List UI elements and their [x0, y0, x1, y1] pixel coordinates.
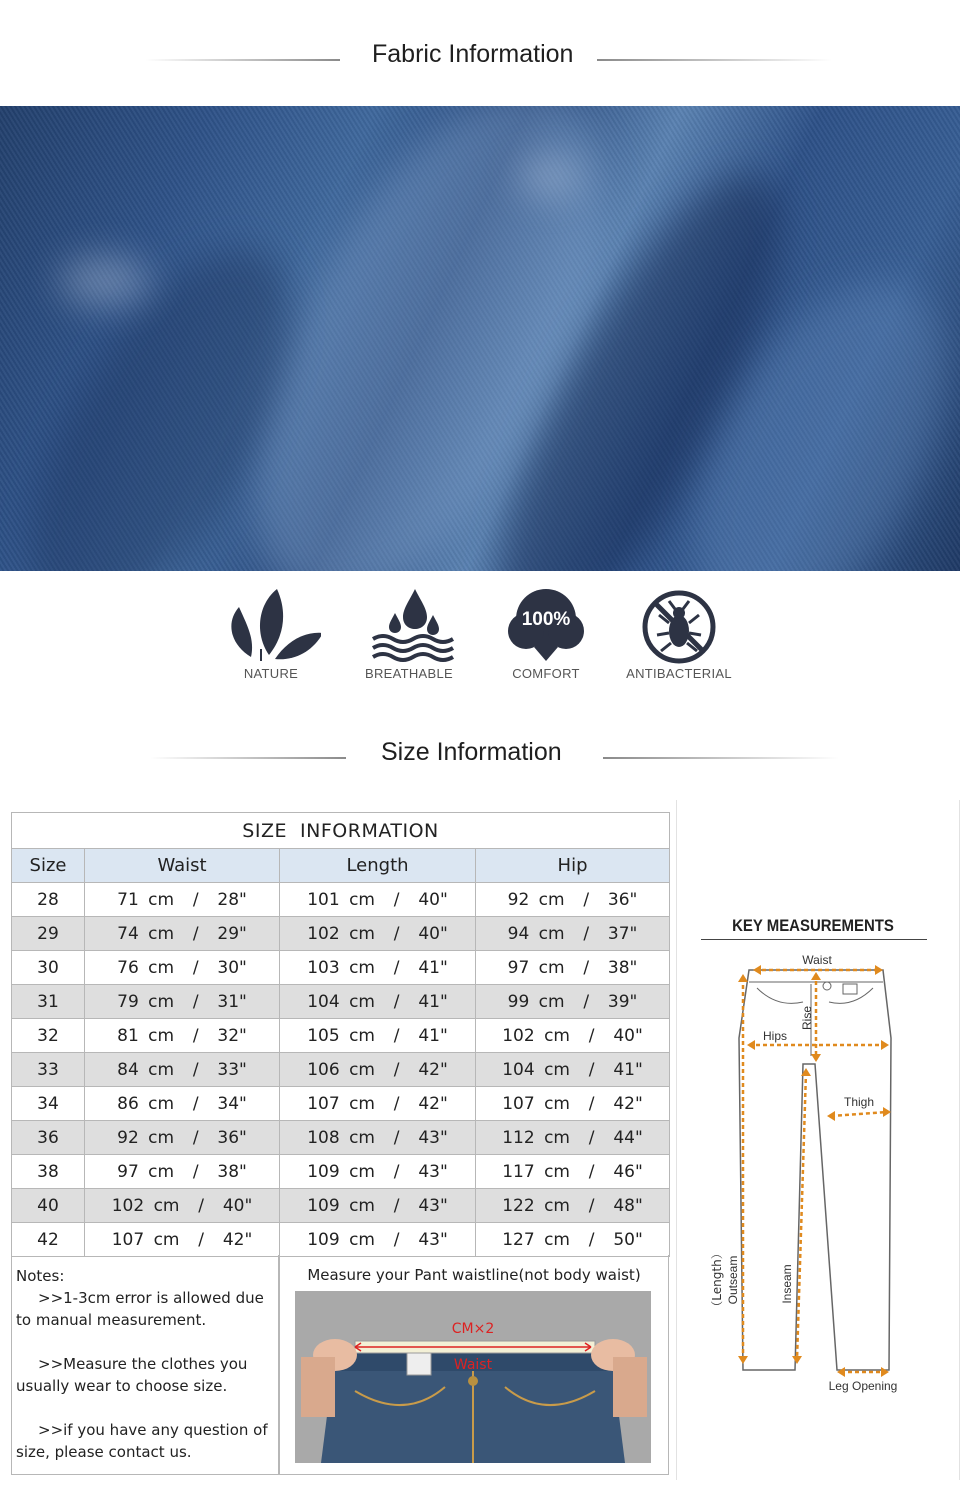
note-3-rest: size, please contact us.: [16, 1443, 192, 1461]
cell-waist-value: 107 cm / 42": [111, 1229, 253, 1250]
header-waist: Waist: [85, 849, 280, 883]
cell-size: [12, 1087, 85, 1121]
cell-hip: [476, 1053, 670, 1087]
cell-length-value: 109 cm / 43": [307, 1229, 448, 1250]
size-information-heading: [0, 738, 960, 778]
key-measurements-panel: [676, 800, 960, 1480]
table-row: [12, 1189, 670, 1223]
note-3-lead: >>if you have any question of: [38, 1421, 268, 1439]
leaves-icon: [221, 585, 321, 665]
cm-times-two-label: CM×2: [451, 1321, 495, 1337]
cell-waist: [85, 1223, 280, 1257]
cell-hip: [476, 883, 670, 917]
cell-waist-value: 86 cm / 34": [117, 1093, 247, 1114]
cell-length-value: 101 cm / 40": [307, 889, 448, 910]
measure-caption: Measure your Pant waistline(not body waist): [307, 1266, 641, 1284]
cell-length-value: 104 cm / 41": [307, 991, 448, 1012]
cell-waist: [85, 917, 280, 951]
cell-length: [280, 1053, 476, 1087]
cell-length: [280, 1121, 476, 1155]
water-drop-waves-icon: [359, 585, 459, 665]
cell-waist: [85, 985, 280, 1019]
feature-antibacterial: [614, 585, 744, 685]
cotton-100-percent-icon: [496, 585, 596, 665]
cell-size-value: 36: [37, 1127, 59, 1148]
rise-label: Rise: [800, 1005, 814, 1031]
cell-waist-value: 74 cm / 29": [117, 923, 247, 944]
note-1-lead: >>1-3cm error is allowed due: [38, 1289, 264, 1307]
cell-length-value: 109 cm / 43": [307, 1161, 448, 1182]
cell-length-value: 108 cm / 43": [307, 1127, 448, 1148]
cell-hip: [476, 1155, 670, 1189]
cell-size: [12, 951, 85, 985]
table-row: [12, 1053, 670, 1087]
cell-waist-value: 71 cm / 28": [117, 889, 247, 910]
comfort-badge-text: 100%: [521, 609, 571, 630]
cell-size-value: 38: [37, 1161, 59, 1182]
cell-length: [280, 1223, 476, 1257]
leg-opening-label: Leg Opening: [828, 1379, 898, 1393]
feature-label-comfort: COMFORT: [512, 666, 580, 681]
cell-length: [280, 917, 476, 951]
cell-size: [12, 1053, 85, 1087]
cell-hip-value: 99 cm / 39": [507, 991, 638, 1012]
cell-size-value: 28: [37, 889, 59, 910]
cell-size-value: 34: [37, 1093, 59, 1114]
feature-icons-row: [0, 585, 960, 685]
note-2-lead: >>Measure the clothes you: [38, 1355, 248, 1373]
cell-size: [12, 985, 85, 1019]
hips-label: Hips: [762, 1029, 788, 1043]
measure-jeans-photo: [295, 1291, 651, 1463]
cell-waist-value: 81 cm / 32": [117, 1025, 247, 1046]
key-measurements-title: KEY MEASUREMENTS: [732, 916, 894, 935]
measure-waist-box: [279, 1255, 669, 1475]
cell-length-value: 103 cm / 41": [307, 957, 448, 978]
cell-hip: [476, 985, 670, 1019]
cell-waist-value: 84 cm / 33": [117, 1059, 247, 1080]
notes-box: [11, 1255, 279, 1475]
header-size: Size: [12, 849, 85, 883]
feature-label-breathable: BREATHABLE: [364, 666, 453, 681]
cell-hip-value: 104 cm / 41": [502, 1059, 643, 1080]
cell-size-value: 30: [37, 957, 59, 978]
waist-photo-label: Waist: [453, 1357, 493, 1373]
thigh-label: Thigh: [843, 1095, 875, 1109]
key-measurements-underline: [701, 939, 927, 940]
fabric-information-title: Fabric Information: [372, 40, 574, 68]
cell-length: [280, 1189, 476, 1223]
feature-label-nature: NATURE: [243, 666, 299, 681]
cell-size-value: 33: [37, 1059, 59, 1080]
length-label: （Length）: [710, 1247, 724, 1313]
cell-size-value: 42: [37, 1229, 59, 1250]
heading-divider-left: [145, 59, 340, 61]
table-row: [12, 1223, 670, 1257]
cell-length: [280, 1155, 476, 1189]
waist-label: Waist: [802, 953, 832, 967]
table-row: [12, 985, 670, 1019]
pants-diagram: [677, 948, 960, 1408]
cell-waist-value: 79 cm / 31": [117, 991, 247, 1012]
cell-waist-value: 92 cm / 36": [117, 1127, 247, 1148]
cell-hip: [476, 1019, 670, 1053]
cell-size-value: 29: [37, 923, 59, 944]
cell-size: [12, 1019, 85, 1053]
table-row: [12, 1087, 670, 1121]
cell-hip: [476, 1189, 670, 1223]
table-row: [12, 917, 670, 951]
cell-waist: [85, 1155, 280, 1189]
cell-waist: [85, 1053, 280, 1087]
no-bug-icon: [629, 585, 729, 665]
feature-nature: [206, 585, 336, 685]
cell-size: [12, 1155, 85, 1189]
table-row: [12, 1019, 670, 1053]
cell-waist: [85, 1019, 280, 1053]
cell-length: [280, 883, 476, 917]
cell-waist: [85, 1121, 280, 1155]
cell-hip: [476, 1223, 670, 1257]
cell-length-value: 105 cm / 41": [307, 1025, 448, 1046]
notes-title: Notes:: [16, 1267, 65, 1285]
cell-hip: [476, 1121, 670, 1155]
note-2-rest: usually wear to choose size.: [16, 1377, 228, 1395]
fabric-information-heading: [0, 40, 960, 80]
cell-hip: [476, 951, 670, 985]
cell-length-value: 106 cm / 42": [307, 1059, 448, 1080]
cell-waist: [85, 1189, 280, 1223]
cell-length-value: 107 cm / 42": [307, 1093, 448, 1114]
cell-length: [280, 1087, 476, 1121]
note-1-rest: to manual measurement.: [16, 1311, 207, 1329]
outseam-label: Outseam: [726, 1255, 740, 1305]
header-hip: Hip: [476, 849, 670, 883]
cell-waist-value: 102 cm / 40": [111, 1195, 253, 1216]
cell-hip: [476, 1087, 670, 1121]
cell-waist: [85, 1087, 280, 1121]
cell-hip-value: 117 cm / 46": [502, 1161, 643, 1182]
cell-size-value: 31: [37, 991, 59, 1012]
table-row: [12, 883, 670, 917]
cell-size-value: 32: [37, 1025, 59, 1046]
cell-size: [12, 917, 85, 951]
cell-length: [280, 985, 476, 1019]
table-row: [12, 1155, 670, 1189]
cell-waist: [85, 951, 280, 985]
feature-breathable: [344, 585, 474, 685]
denim-fabric-photo: [0, 106, 960, 571]
cell-hip: [476, 917, 670, 951]
cell-hip-value: 107 cm / 42": [502, 1093, 643, 1114]
cell-size: [12, 1121, 85, 1155]
cell-size: [12, 1189, 85, 1223]
size-table-header-row: [12, 849, 670, 883]
heading-divider-left: [150, 757, 346, 759]
cell-length-value: 109 cm / 43": [307, 1195, 448, 1216]
heading-divider-right: [597, 59, 832, 61]
cell-hip-value: 102 cm / 40": [502, 1025, 643, 1046]
cell-waist: [85, 883, 280, 917]
cell-waist-value: 76 cm / 30": [117, 957, 247, 978]
cell-hip-value: 127 cm / 50": [502, 1229, 643, 1250]
size-information-table: [11, 812, 670, 1257]
cell-length: [280, 951, 476, 985]
heading-divider-right: [603, 757, 839, 759]
cell-size: [12, 883, 85, 917]
cell-size: [12, 1223, 85, 1257]
cell-waist-value: 97 cm / 38": [117, 1161, 247, 1182]
cell-hip-value: 122 cm / 48": [502, 1195, 643, 1216]
cell-size-value: 40: [37, 1195, 59, 1216]
cell-hip-value: 97 cm / 38": [507, 957, 638, 978]
cell-length-value: 102 cm / 40": [307, 923, 448, 944]
header-length: Length: [280, 849, 476, 883]
cell-hip-value: 92 cm / 36": [507, 889, 638, 910]
inseam-label: Inseam: [780, 1264, 794, 1304]
cell-hip-value: 112 cm / 44": [502, 1127, 643, 1148]
cell-hip-value: 94 cm / 37": [507, 923, 638, 944]
feature-label-antibacterial: ANTIBACTERIAL: [626, 666, 732, 681]
table-row: [12, 1121, 670, 1155]
size-table-title: SIZE INFORMATION: [12, 813, 670, 849]
table-row: [12, 951, 670, 985]
cell-length: [280, 1019, 476, 1053]
size-information-title: Size Information: [381, 738, 562, 766]
feature-comfort: [481, 585, 611, 685]
